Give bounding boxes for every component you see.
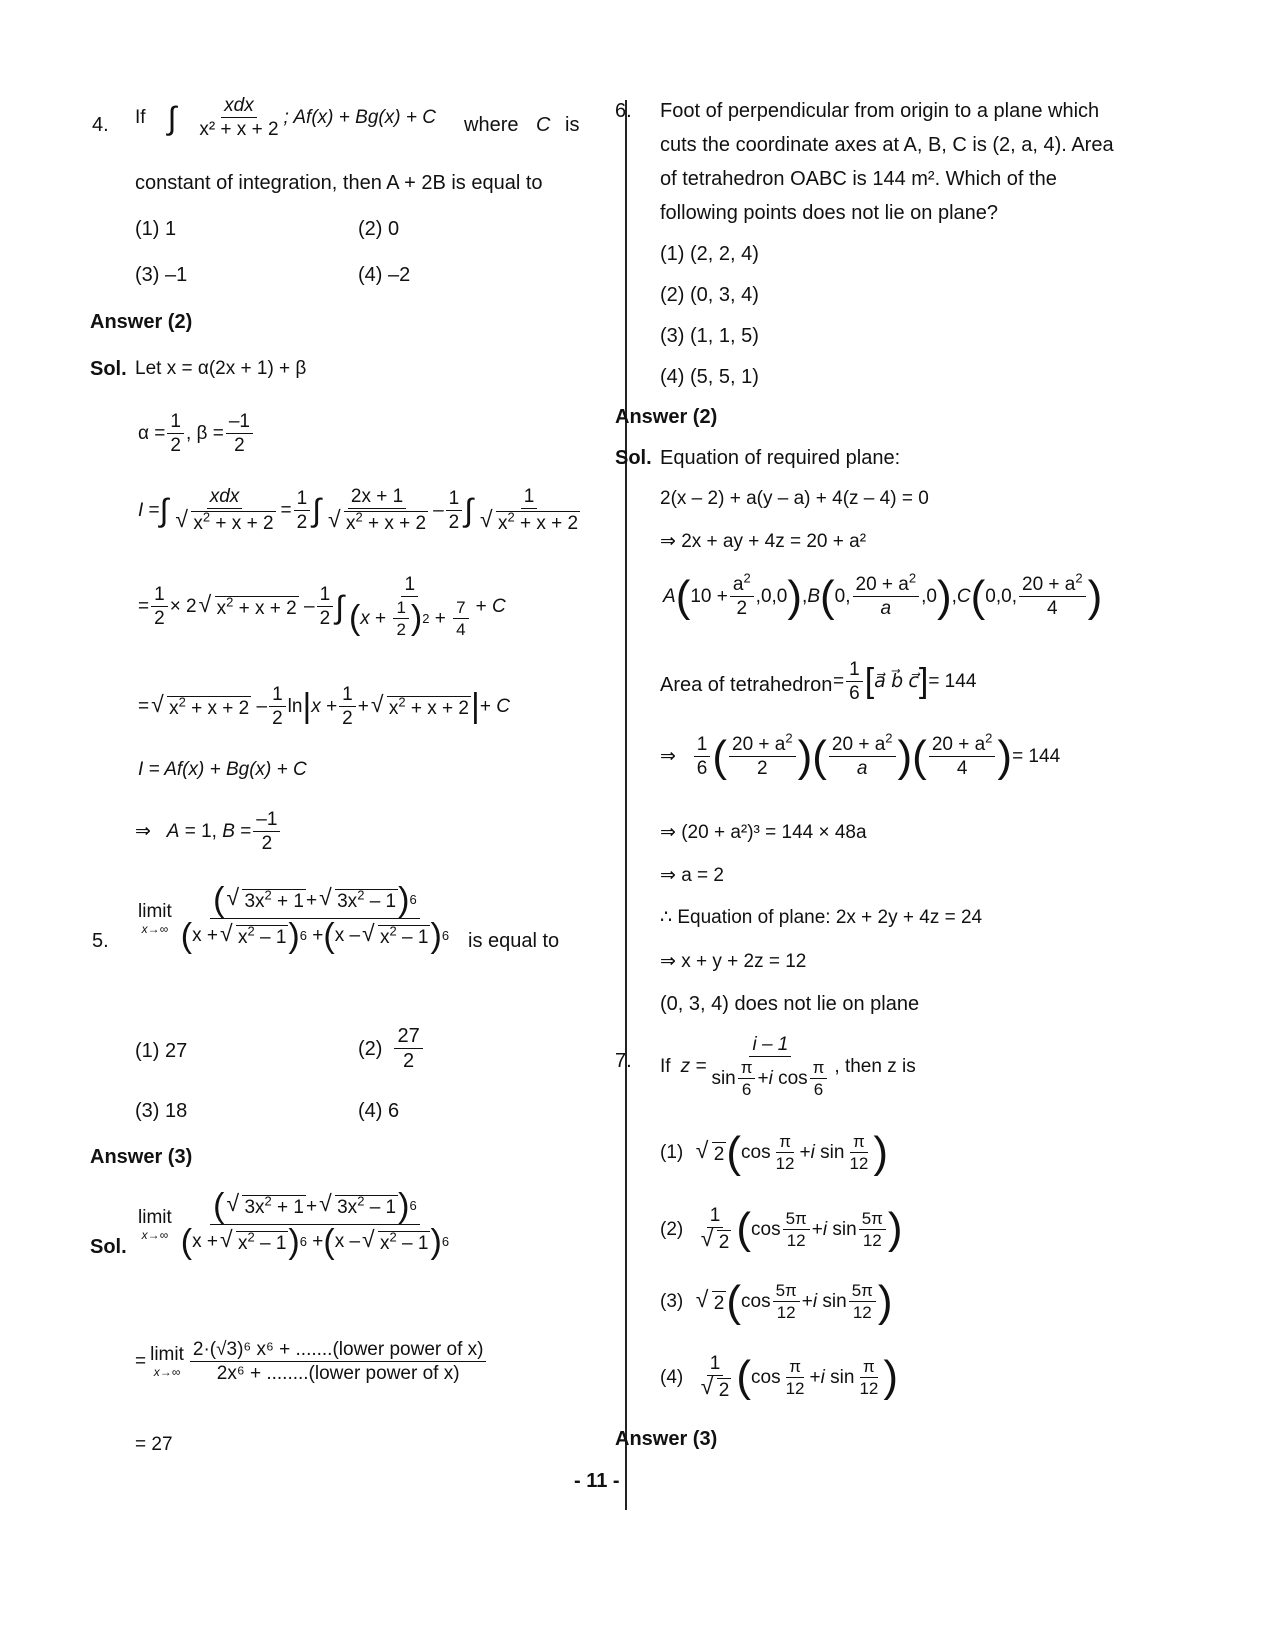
q5-option-2[interactable] xyxy=(358,1026,425,1071)
q4-if: If xyxy=(135,107,146,128)
q4-step4: I = Af(x) + Bg(x) + C xyxy=(138,759,307,780)
q4-is: is xyxy=(565,114,580,136)
column-divider xyxy=(625,100,627,1510)
q6-eq4: ⇒ (20 + a²)³ = 144 × 48a xyxy=(660,822,867,843)
q6-line-4: following points does not lie on plane? xyxy=(660,202,999,224)
q5-option-2-den: 2 xyxy=(403,1050,415,1072)
q4-where: where xyxy=(464,114,519,136)
q5-lower-power-den: 2x⁶ + ........(lower power of x) xyxy=(216,1363,460,1384)
q6-eq2: ⇒ 2x + ay + 4z = 20 + a² xyxy=(660,531,867,552)
q4-line2: constant of integration, then A + 2B is equal to xyxy=(135,172,543,194)
q4-step5: ⇒ A = 1, B = $\frac{-1}{2}$ xyxy=(135,810,282,853)
q5-expression: limit x→∞ ( √ $3x^2 + 1$ + √ $3x^2 - 1$ ) 6 ( x + √ $x^2 - 1$ ) 6 + ( x – √ $x^2 - 1$ ) 6 xyxy=(138,885,454,951)
q6-option-4[interactable]: (4) (5, 5, 1) xyxy=(660,366,759,388)
q6-sol-line1: Equation of required plane: xyxy=(660,447,901,469)
q5-limit-word: limit xyxy=(138,900,172,922)
q4-integrand-num: xdx xyxy=(221,96,257,118)
q7-z-eq: z = xyxy=(680,1056,707,1077)
q6-eq3: ⇒ $\frac{1}{6}$ ( $\frac{20 + a^2}{2}$ )( $\frac{20 + a^2}{a}$ )( $\frac{20 + a^2}{4}$ ) = 144 xyxy=(660,730,1061,781)
q5-option-3[interactable]: (3) 18 xyxy=(135,1100,188,1122)
q7-option-4[interactable]: (4) 1 √ 2 ( cos $\frac{\pi}{12}$ + i sin $\frac{\pi}{12}$ ) xyxy=(660,1354,898,1400)
q5-option-4[interactable]: (4) 6 xyxy=(358,1100,400,1122)
q4-step3: = √ $x^2 + x + 2$ – $\frac{1}{2}$ ln | x + $\frac{1}{2}$ + √ $x^2 + x + 2$ | + C xyxy=(138,685,510,728)
q6-line-3: of tetrahedron OABC is 144 m². Which of the xyxy=(660,168,1057,190)
q4-integrand xyxy=(196,96,281,139)
q4-stem xyxy=(135,96,436,139)
q5-option-2-num: 27 xyxy=(394,1026,422,1049)
q7-stem: If z = i – 1 sin $\frac{\pi}{6}$ + i cos $\frac{\pi}{6}$ , then z is xyxy=(660,1034,916,1099)
q4-sol-line1: Let x = α(2x + 1) + β xyxy=(135,358,307,379)
q5-is-equal-to: is equal to xyxy=(468,930,560,952)
page-number: - 11 - xyxy=(574,1470,620,1492)
q4-step2: = $\frac{1}{2}$ × 2 √ $x^2 + x + 2$ – $\frac{1}{2}$ ∫ 1 ( x + $\frac{1}{2}$ ) 2 + $\frac{7}{4}$ + C xyxy=(138,575,506,638)
q4-sol-label: Sol. xyxy=(90,358,127,380)
q5-lower-power-num: 2·(√3)⁶ x⁶ + .......(lower power of x) xyxy=(190,1340,487,1362)
q5-answer: Answer (3) xyxy=(90,1146,193,1168)
q6-eq7: ⇒ x + y + 2z = 12 xyxy=(660,951,807,972)
q6-eq1: 2(x – 2) + a(y – a) + 4(z – 4) = 0 xyxy=(660,488,929,509)
q6-option-3[interactable]: (3) (1, 1, 5) xyxy=(660,325,759,347)
q6-conclusion: (0, 3, 4) does not lie on plane xyxy=(660,993,920,1015)
q4-option-1[interactable]: (1) 1 xyxy=(135,218,177,240)
q4-step1: I = ∫ xdx √ $x^2 + x + 2$ = $\frac{1}{2}$ ∫ 2x + 1 √ $x^2 + x + 2$ – $\frac{1}{2}$ ∫ 1 √ $x^2 + x + 2$ xyxy=(138,487,585,533)
q5-option-1[interactable]: (1) 27 xyxy=(135,1040,188,1062)
q4-option-4[interactable]: (4) –2 xyxy=(358,264,411,286)
q6-sol-label: Sol. xyxy=(615,447,652,469)
q5-limit-sub: x→∞ xyxy=(141,921,169,936)
q4-option-2[interactable]: (2) 0 xyxy=(358,218,400,240)
q6-option-2[interactable]: (2) (0, 3, 4) xyxy=(660,284,759,306)
q6-eq6: ∴ Equation of plane: 2x + 2y + 4z = 24 xyxy=(660,907,983,928)
q6-points: A ( 10 + $\frac{a^2}{2}$ ,0,0 ) , B ( 0, $\frac{20 + a^2}{a}$ ,0 ) , C ( 0,0, $\frac{20 + a^2}{4}$ ) xyxy=(663,570,1103,621)
q5-option-2-label: (2) xyxy=(358,1037,383,1060)
q7-then: , then z is xyxy=(834,1056,916,1077)
q4-integrand-den: x² + x + 2 xyxy=(199,119,279,140)
q7-option-2[interactable]: (2) 1 √ 2 ( cos $\frac{5\pi}{12}$ + i sin $\frac{5\pi}{12}$ ) xyxy=(660,1206,903,1252)
q6-area-label: Area of tetrahedron xyxy=(660,674,833,696)
q6-line-1: Foot of perpendicular from origin to a plane which xyxy=(660,100,1100,122)
q5-number: 5. xyxy=(92,930,109,952)
q4-answer: Answer (2) xyxy=(90,311,193,333)
q6-option-1[interactable]: (1) (2, 2, 4) xyxy=(660,243,759,265)
q5-result: = 27 xyxy=(135,1434,173,1455)
q5-sol-step2: = limit x→∞ $\frac{\text{2·(√3)⁶ x⁶ + .......(lower power of x)}}{\text{2x⁶ + ........(lower power of x)}}$ xyxy=(135,1340,488,1383)
q4-option-3[interactable]: (3) –1 xyxy=(135,264,188,286)
q7-num: i – 1 xyxy=(749,1035,791,1057)
q6-number: 6. xyxy=(615,100,632,122)
q6-line-2: cuts the coordinate axes at A, B, C is (2, a, 4). Area xyxy=(660,134,1114,156)
q4-rhs: ; Af(x) + Bg(x) + C xyxy=(283,107,436,128)
q6-eq5: ⇒ a = 2 xyxy=(660,865,724,886)
q4-alpha-beta: α = $\frac{1}{2}$ , β = $\frac{-1}{2}$ xyxy=(138,412,255,455)
integral-sign: ∫ xyxy=(167,99,177,136)
q7-option-1[interactable]: (1) √ 2 ( cos $\frac{\pi}{12}$ + i sin $\frac{\pi}{12}$ ) xyxy=(660,1133,888,1173)
q4-c-var: C xyxy=(536,114,551,136)
q7-answer: Answer (3) xyxy=(615,1428,718,1450)
q7-option-3[interactable]: (3) √ 2 ( cos $\frac{5\pi}{12}$ + i sin $\frac{5\pi}{12}$ ) xyxy=(660,1282,893,1322)
q5-sol-label: Sol. xyxy=(90,1236,127,1258)
q7-number: 7. xyxy=(615,1050,632,1072)
q4-number: 4. xyxy=(92,114,109,136)
q5-sol-expression: limit x→∞ ( √ $3x^2 + 1$ + √ $3x^2 - 1$ ) 6 ( x + √ $x^2 - 1$ ) 6 + ( x – √ $x^2 - 1$ ) 6 xyxy=(138,1191,454,1257)
q7-if: If xyxy=(660,1056,671,1077)
q6-area-eq: = $\frac{1}{6}$ [ a⃗ b⃗ c⃗ ] = 144 xyxy=(833,659,977,704)
q6-answer: Answer (2) xyxy=(615,406,718,428)
